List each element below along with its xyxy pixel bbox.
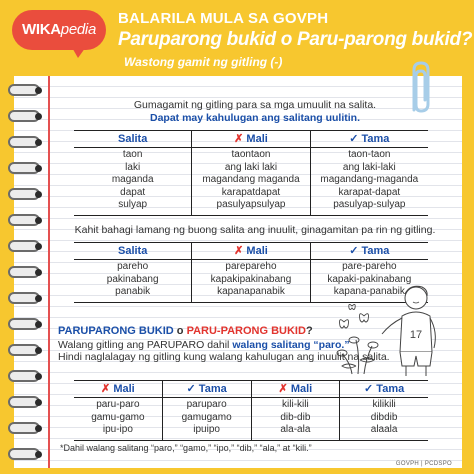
table-cell: parepareho — [225, 261, 277, 272]
x-mark-icon: ✗ — [101, 383, 111, 395]
logo-bubble-tail — [70, 44, 88, 58]
spiral-ring — [8, 318, 40, 330]
title-o: o — [173, 325, 187, 337]
table-cell: sulyap — [118, 199, 148, 210]
title-question-mark: ? — [305, 325, 313, 337]
table-cell: gamugamo — [181, 411, 232, 423]
column-salita — [74, 148, 191, 215]
wikapedia-logo — [12, 10, 112, 62]
table-body — [74, 148, 428, 215]
column-tama — [162, 398, 251, 440]
table-repeated-words — [74, 130, 428, 216]
rule1-note — [60, 112, 450, 124]
header-tama-label: Tama — [361, 245, 390, 257]
logo-brand: WIKA — [22, 21, 61, 38]
spiral-ring — [8, 110, 40, 122]
jersey-number: 17 — [409, 329, 423, 341]
table-body — [74, 398, 428, 440]
rule3-line2: Hindi naglalagay ng gitling kung walang kahulugan ang inuulit na salita. — [58, 351, 390, 363]
table-cell: magandang-maganda — [320, 174, 419, 185]
table-cell: taon — [122, 149, 143, 160]
column-mali — [74, 398, 162, 440]
table-cell: ang laki laki — [224, 161, 278, 173]
table-cell: maganda — [111, 174, 154, 185]
column-salita — [74, 260, 191, 302]
table-paruparo — [74, 380, 428, 441]
rule1-note-text: Dapat may kahulugan ang salitang uulitin. — [149, 112, 361, 124]
header-mali — [251, 381, 340, 397]
title-paruparong: PARUPARONG BUKID — [58, 325, 174, 337]
table-cell: ang laki-laki — [342, 161, 396, 173]
table-cell: magandang maganda — [202, 174, 300, 185]
header-mali — [74, 381, 162, 397]
title-paru-parong: PARU-PARONG BUKID — [186, 325, 306, 337]
header-tama-label: Tama — [376, 383, 405, 395]
header-salita: Salita — [117, 133, 148, 145]
x-mark-icon: ✗ — [234, 245, 244, 257]
table-cell: gamu-gamo — [91, 411, 145, 423]
table-cell: ipu-ipo — [102, 424, 133, 435]
table-cell: kili-kili — [282, 399, 309, 410]
header-kicker: BALARILA MULA SA GOVPH — [118, 10, 329, 27]
header-mali-label: Mali — [246, 245, 268, 257]
credit: GOVPH | PCDSPO — [395, 461, 452, 467]
header-subtitle: Wastong gamit ng gitling (-) — [124, 55, 283, 69]
rule1-text: Gumagamit ng gitling para sa mga umuulit na salita. — [133, 99, 377, 111]
table-cell: pakinabang — [106, 273, 159, 285]
logo-suffix: pedia — [60, 21, 96, 38]
table-cell: pareho — [117, 261, 149, 272]
spiral-ring — [8, 84, 40, 96]
table-cell: kapanapanabik — [217, 286, 285, 297]
table-header-row — [74, 131, 428, 148]
spiral-ring — [8, 188, 40, 200]
footnote: *Dahil walang salitang “paro,” “gamo,” “ipo,” “dib,” “ala,” at “kili.” — [60, 443, 312, 453]
header-mali-label: Mali — [290, 383, 313, 395]
section3-title — [58, 325, 313, 337]
margin-line — [48, 76, 50, 468]
table-cell: dib-dib — [280, 411, 311, 423]
x-mark-icon: ✗ — [234, 133, 244, 145]
spiral-ring — [8, 344, 40, 356]
rule3-bold: walang salitang “paro.” — [232, 339, 350, 351]
header-tama — [162, 381, 251, 397]
table-cell: taon-taon — [348, 149, 391, 160]
spiral-ring — [8, 162, 40, 174]
table-cell: pare-pareho — [342, 261, 397, 272]
header-salita: Salita — [117, 245, 148, 257]
header-mali-label: Mali — [246, 133, 268, 145]
table-header-row — [74, 243, 428, 260]
check-mark-icon: ✓ — [349, 133, 359, 145]
header-title: Paruparong bukid o Paru-parong bukid? — [118, 29, 473, 50]
table-cell: pasulyap-sulyap — [333, 199, 406, 210]
header-tama — [310, 243, 428, 259]
logo-text — [22, 21, 96, 38]
spiral-ring — [8, 448, 40, 460]
spiral-ring — [8, 214, 40, 226]
header-tama-label: Tama — [361, 133, 390, 145]
table-cell: paru-paro — [96, 399, 140, 410]
table-cell: dibdib — [370, 411, 398, 423]
column-tama — [310, 148, 428, 215]
spiral-ring — [8, 240, 40, 252]
header-tama — [339, 381, 428, 397]
check-mark-icon: ✓ — [349, 245, 359, 257]
table-cell: dapat — [120, 186, 146, 198]
column-mali — [191, 260, 309, 302]
spiral-ring — [8, 370, 40, 382]
spiral-ring — [8, 422, 40, 434]
rule3-line1 — [58, 339, 350, 351]
table-cell: alaala — [370, 424, 398, 435]
table-cell: pasulyapsulyap — [216, 199, 286, 210]
table-cell: ala-ala — [280, 424, 311, 435]
rule3-plain: Walang gitling ang PARUPARO dahil — [58, 339, 233, 351]
table-cell: karapatdapat — [221, 186, 281, 198]
table-cell: kapakipakinabang — [210, 273, 292, 285]
table-cell: laki — [125, 161, 141, 173]
header-mali — [191, 131, 309, 147]
header-tama-label: Tama — [198, 383, 227, 395]
spiral-ring — [8, 292, 40, 304]
table-cell: panabik — [115, 286, 151, 297]
table-cell: kapana-panabik — [333, 286, 405, 297]
spiral-ring — [8, 266, 40, 278]
x-mark-icon: ✗ — [278, 383, 288, 395]
spiral-ring — [8, 136, 40, 148]
check-mark-icon: ✓ — [186, 383, 196, 395]
table-cell: kilikili — [372, 399, 396, 410]
table-cell: karapat-dapat — [338, 186, 401, 198]
column-mali — [251, 398, 340, 440]
column-tama — [339, 398, 428, 440]
header-mali-label: Mali — [113, 383, 135, 395]
spiral-ring — [8, 396, 40, 408]
table-cell: kapaki-pakinabang — [327, 273, 412, 285]
header-mali — [191, 243, 309, 259]
table-cell: taontaon — [231, 149, 271, 160]
check-mark-icon: ✓ — [364, 383, 374, 395]
table-header-row — [74, 381, 428, 398]
table-cell: ipuipo — [193, 424, 220, 435]
table-cell: paruparo — [186, 399, 227, 410]
header-tama — [310, 131, 428, 147]
rule2-text: Kahit bahagi lamang ng buong salita ang inuulit, ginagamitan pa rin ng gitling. — [74, 224, 436, 236]
column-mali — [191, 148, 309, 215]
